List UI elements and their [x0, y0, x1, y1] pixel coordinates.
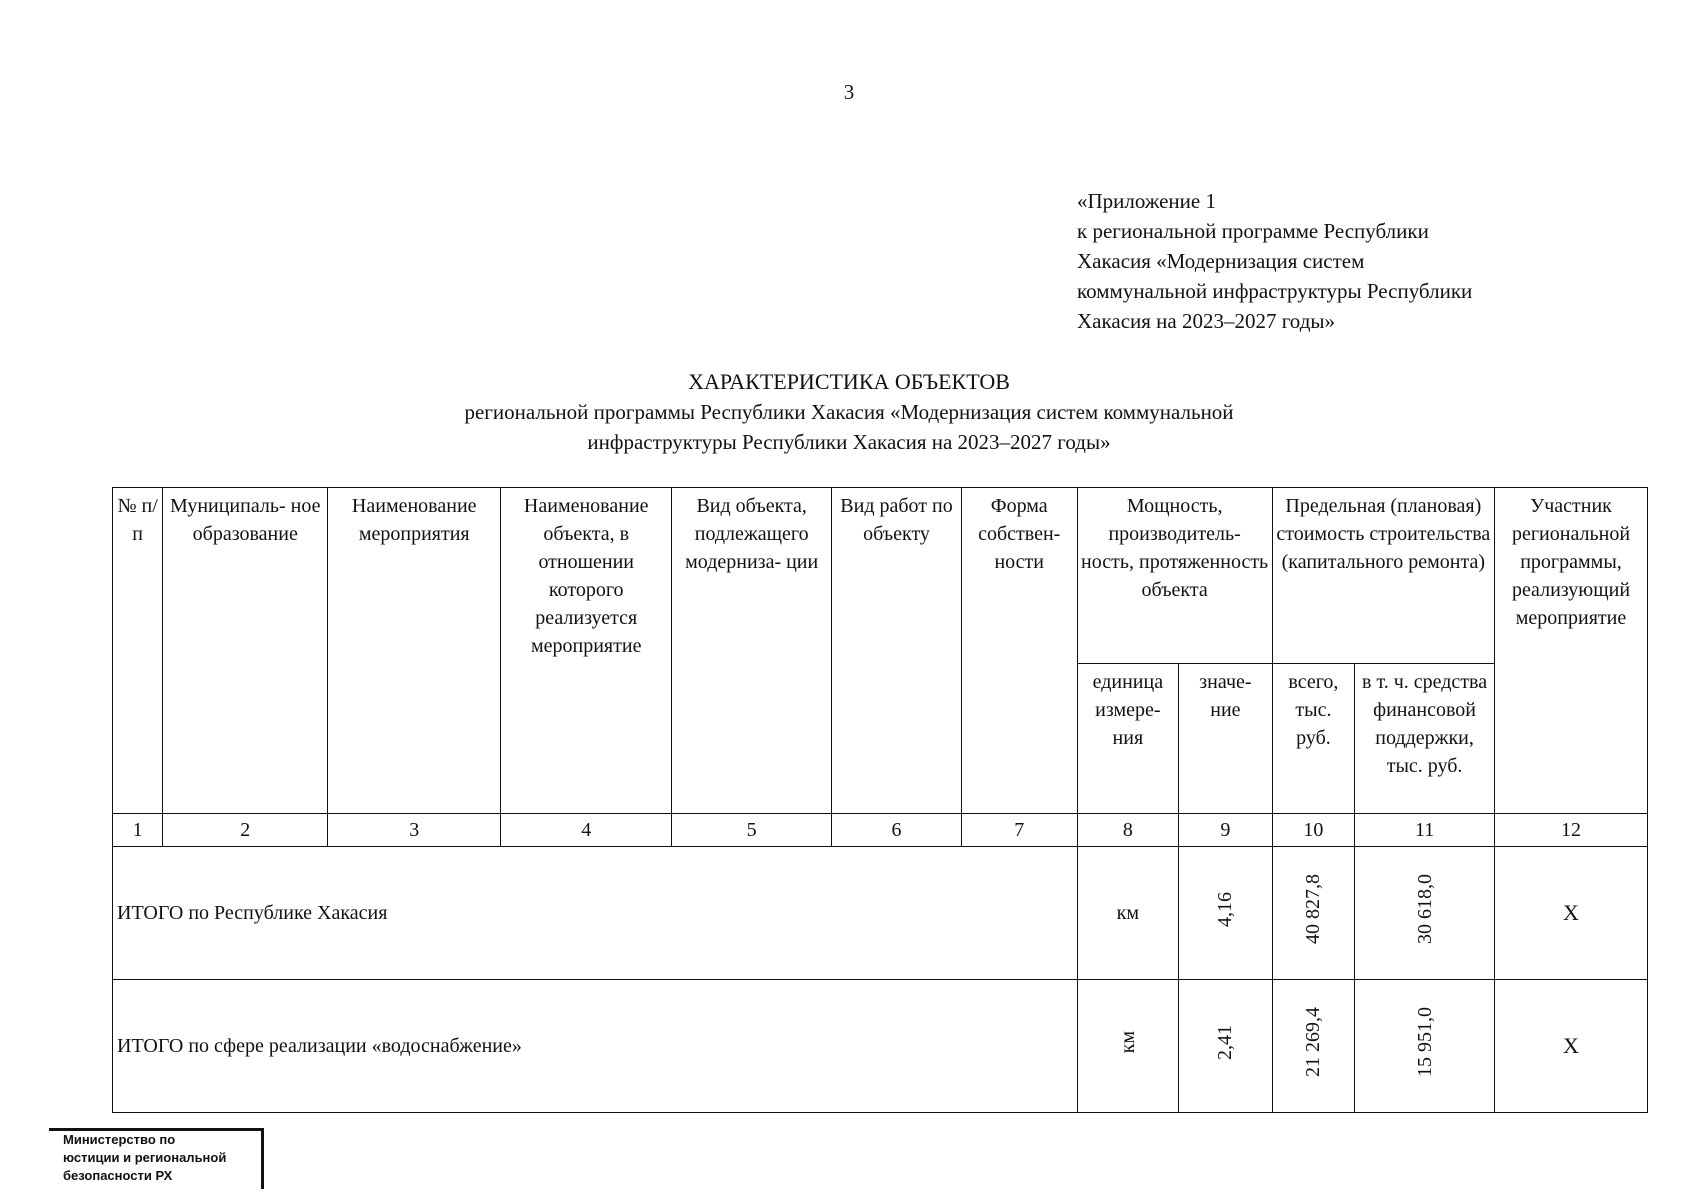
row-participant: [1494, 847, 1647, 980]
row-cost-total: [1272, 980, 1354, 1113]
appendix-line: «Приложение 1: [1077, 189, 1216, 213]
header-cost-total: всего, тыс. руб.: [1272, 664, 1354, 814]
column-number: 5: [672, 814, 832, 847]
column-number: 4: [501, 814, 672, 847]
header-object-name: Наименование объекта, в отношении которого реализуется мероприятие: [501, 488, 672, 814]
appendix-line: коммунальной инфраструктуры Республики: [1077, 279, 1473, 303]
header-capacity: Мощность, производитель- ность, протяженность объекта: [1077, 488, 1272, 664]
row-cost-support-text: 15 951,0: [1413, 1007, 1436, 1077]
column-numbers-row: [113, 814, 1648, 847]
column-number: 2: [163, 814, 328, 847]
document-subtitle-line: инфраструктуры Республики Хакасия на 2023–2027 годы»: [587, 430, 1111, 454]
column-number: 9: [1179, 814, 1273, 847]
header-object-type: Вид объекта, подлежащего модерниза- ции: [672, 488, 832, 814]
column-number: 3: [328, 814, 501, 847]
objects-table: [112, 487, 1648, 1113]
header-participant: Участник региональной программы, реализующий мероприятие: [1494, 488, 1647, 814]
row-unit: [1077, 980, 1179, 1113]
column-number: 12: [1494, 814, 1647, 847]
row-label: ИТОГО по сфере реализации «водоснабжение»: [113, 980, 1078, 1113]
header-cost: Предельная (плановая) стоимость строительства (капитального ремонта): [1272, 488, 1494, 664]
row-value: [1179, 847, 1273, 980]
header-work-type: Вид работ по объекту: [832, 488, 962, 814]
appendix-line: Хакасия «Модернизация систем: [1077, 249, 1365, 273]
row-participant: [1494, 980, 1647, 1113]
document-heading: [0, 367, 1698, 457]
document-subtitle-line: региональной программы Республики Хакасия «Модернизация систем коммунальной: [464, 400, 1234, 424]
table-row: [113, 980, 1648, 1113]
row-value-text: 2,41: [1214, 1024, 1237, 1060]
column-number: 7: [961, 814, 1077, 847]
stamp-line: безопасности РХ: [63, 1168, 173, 1183]
row-unit-text: км: [1116, 1030, 1139, 1054]
header-event: Наименование мероприятия: [328, 488, 501, 814]
row-unit: [1077, 847, 1179, 980]
document-title: ХАРАКТЕРИСТИКА ОБЪЕКТОВ: [688, 369, 1010, 394]
row-value-text: 4,16: [1214, 891, 1237, 927]
row-cost-total: [1272, 847, 1354, 980]
appendix-line: Хакасия на 2023–2027 годы»: [1077, 309, 1335, 333]
row-participant-text: Х: [1563, 899, 1579, 925]
table-header-row: [113, 488, 1648, 664]
stamp-line: Министерство по: [63, 1132, 176, 1147]
row-cost-total-text: 21 269,4: [1302, 1007, 1325, 1077]
row-value: [1179, 980, 1273, 1113]
row-cost-support: [1355, 847, 1495, 980]
ministry-stamp: [49, 1128, 264, 1189]
column-number: 10: [1272, 814, 1354, 847]
row-label: ИТОГО по Республике Хакасия: [113, 847, 1078, 980]
row-participant-text: Х: [1563, 1032, 1579, 1058]
header-municipality: Муниципаль- ное образование: [163, 488, 328, 814]
header-cost-support: в т. ч. средства финансовой поддержки, тыс. руб.: [1355, 664, 1495, 814]
row-cost-support: [1355, 980, 1495, 1113]
table-row: [113, 847, 1648, 980]
column-number: 1: [113, 814, 163, 847]
header-value: значе- ние: [1179, 664, 1273, 814]
column-number: 8: [1077, 814, 1179, 847]
header-no: № п/п: [113, 488, 163, 814]
appendix-line: к региональной программе Республики: [1077, 219, 1429, 243]
row-cost-total-text: 40 827,8: [1302, 874, 1325, 944]
appendix-note: [1077, 186, 1657, 336]
column-number: 11: [1355, 814, 1495, 847]
page-number: 3: [843, 80, 855, 104]
column-number: 6: [832, 814, 962, 847]
row-cost-support-text: 30 618,0: [1413, 874, 1436, 944]
header-unit: единица измере- ния: [1077, 664, 1179, 814]
row-unit-text: км: [1116, 902, 1140, 924]
stamp-line: юстиции и региональной: [63, 1150, 227, 1165]
header-ownership: Форма собствен- ности: [961, 488, 1077, 814]
